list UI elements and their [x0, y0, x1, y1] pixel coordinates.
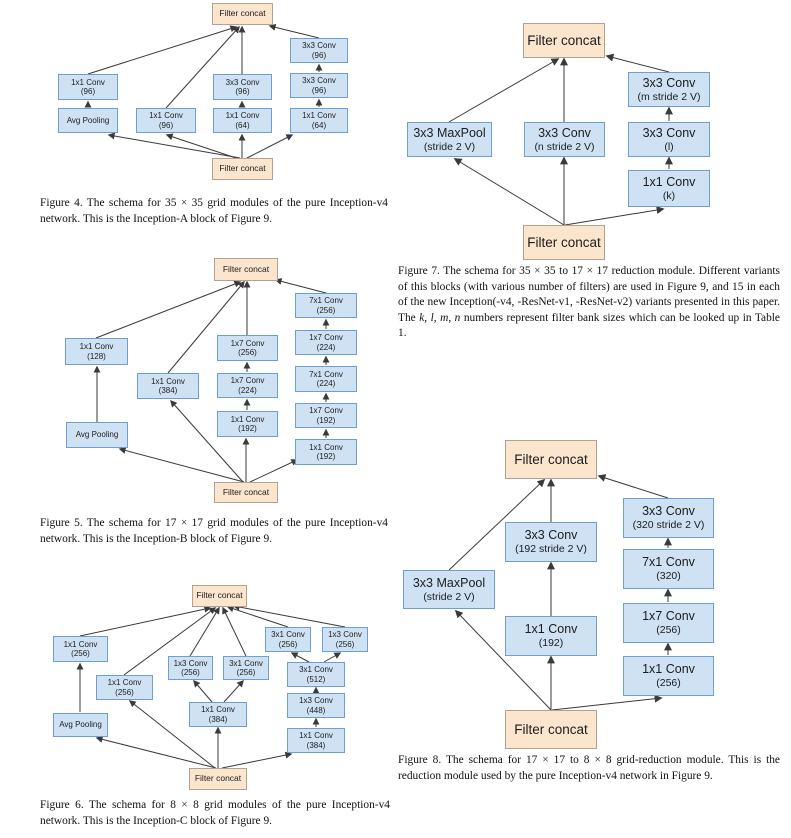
node-sublabel: (512): [306, 674, 326, 684]
fig6-branch4-conv2-node: [287, 693, 345, 718]
node-sublabel: (320): [656, 570, 681, 582]
fig6-filter-concat-top-node: [192, 585, 247, 607]
figure7-caption: [398, 264, 780, 342]
node-label: Filter concat: [196, 590, 243, 601]
node-label: 1x1 Conv: [225, 111, 260, 120]
fig5-branch4-conv2-node: [295, 403, 357, 428]
fig4-avg-pooling-node: [58, 108, 118, 133]
node-label: 7x1 Conv: [309, 369, 343, 379]
fig5-avg-pooling-node: [66, 422, 128, 448]
node-sublabel: (64): [235, 120, 250, 130]
node-sublabel: (192 stride 2 V): [515, 543, 587, 555]
node-sublabel: (448): [306, 705, 326, 715]
figure6-arrows: [40, 580, 390, 795]
fig6-branch3-right-conv-node: [223, 656, 269, 680]
node-sublabel: (96): [311, 85, 327, 95]
fig5-branch4-conv3-node: [295, 366, 357, 392]
node-label: Filter concat: [514, 722, 588, 737]
caption-text: Figure 7. The schema for 35 × 35 to 17 × 17 reduction module. Different variants of this blocks (with various number of filters) are used in Figure 9, and 15 in each of the new Inception(-v4, -ResNet-v1, -ResNet-v2) variants presented in this paper. The: [398, 265, 780, 324]
caption-sep: ,: [424, 311, 431, 324]
node-label: 3x1 Conv: [229, 658, 263, 668]
node-sublabel: (256): [238, 348, 257, 357]
node-label: 3x3 Conv: [642, 75, 696, 90]
fig6-branch4-left-conv-node: [265, 627, 311, 652]
node-label: 3x3 Conv: [642, 504, 695, 518]
node-label: 1x3 Conv: [328, 630, 362, 639]
caption-sep: ,: [433, 311, 441, 324]
node-sublabel: (192): [316, 415, 336, 425]
node-label: 1x1 Conv: [524, 622, 578, 636]
node-sublabel: (224): [238, 385, 257, 395]
fig8-branch2-conv1-node: [505, 616, 597, 656]
node-label: 1x1 Conv: [63, 639, 98, 649]
node-sublabel: (256): [316, 305, 336, 315]
node-sublabel: (l): [664, 140, 674, 153]
node-label: 3x3 Conv: [225, 77, 260, 87]
node-label: 1x1 Conv: [642, 174, 696, 189]
fig4-branch4-conv1-node: [290, 108, 348, 133]
fig8-branch3-conv1-node: [623, 656, 714, 696]
node-label: 1x1 Conv: [201, 705, 235, 714]
node-sublabel: (stride 2 V): [423, 140, 476, 153]
node-sublabel: (192): [538, 637, 564, 649]
node-sublabel: (256): [71, 649, 90, 658]
fig4-branch2-conv-node: [136, 108, 196, 133]
node-sublabel: (192): [316, 452, 336, 461]
fig6-branch4-conv1-node: [287, 728, 345, 753]
fig4-branch3-conv1-node: [213, 108, 272, 133]
node-sublabel: (224): [316, 379, 336, 388]
fig8-maxpool-node: [403, 570, 495, 609]
node-sublabel: (k): [662, 189, 676, 202]
caption-var-l: l: [430, 311, 434, 324]
node-sublabel: (96): [311, 50, 327, 60]
node-label: 1x7 Conv: [309, 333, 343, 342]
fig8-branch3-conv3-node: [623, 549, 714, 589]
fig8-filter-concat-bottom-node: [505, 710, 597, 749]
node-sublabel: (128): [87, 351, 106, 361]
node-label: 1x1 Conv: [149, 111, 183, 120]
node-label: 3x3 Conv: [524, 528, 578, 542]
figure6-diagram: [40, 580, 390, 795]
figure8-caption: Figure 8. The schema for 17 × 17 to 8 × 8 grid-reduction module. This is the reduction module used by the pure Inception-v4 network in Figure 9.: [398, 754, 780, 782]
fig6-filter-concat-bottom-node: [189, 768, 247, 790]
node-label: Filter concat: [527, 33, 601, 48]
figure4-caption: Figure 4. The schema for 35 × 35 grid modules of the pure Inception-v4 network. This is the Inception-A block of Figure 9.: [40, 197, 388, 225]
node-label: 1x7 Conv: [309, 406, 343, 415]
node-label: 1x7 Conv: [230, 338, 265, 348]
node-sublabel: (stride 2 V): [423, 590, 475, 603]
fig7-filter-concat-top-node: [523, 23, 605, 58]
fig4-branch1-conv-node: [58, 74, 118, 100]
figure5-caption: Figure 5. The schema for 17 × 17 grid modules of the pure Inception-v4 network. This is the Inception-B block of Figure 9.: [40, 517, 388, 545]
fig8-filter-concat-top-node: [505, 440, 597, 479]
node-sublabel: (96): [235, 87, 250, 96]
node-label: 1x3 Conv: [299, 696, 333, 705]
node-sublabel: (256): [656, 677, 681, 689]
node-sublabel: (320 stride 2 V): [632, 519, 705, 531]
node-label: Filter concat: [514, 452, 588, 467]
fig4-filter-concat-top-node: [212, 3, 273, 25]
fig5-branch4-conv1-node: [295, 439, 357, 465]
node-sublabel: (256): [236, 668, 256, 677]
node-label: 1x1 Conv: [302, 111, 336, 120]
node-label: Filter concat: [527, 235, 601, 250]
fig4-branch4-conv2-node: [290, 73, 348, 98]
figure6-caption: Figure 6. The schema for 8 × 8 grid modules of the pure Inception-v4 network. This is the Inception-C block of Figure 9.: [40, 799, 390, 827]
fig4-branch4-conv3-node: [290, 38, 348, 63]
node-label: Filter concat: [222, 263, 270, 274]
fig5-filter-concat-bottom-node: [214, 482, 278, 503]
node-label: 1x7 Conv: [230, 376, 265, 385]
node-label: 3x1 Conv: [299, 665, 333, 674]
node-sublabel: (256): [278, 639, 298, 649]
node-label: 3x3 Conv: [642, 125, 696, 140]
fig7-conv-n-node: [524, 122, 605, 157]
fig6-branch4-right-conv-node: [322, 627, 368, 652]
figure5-diagram: [40, 255, 390, 515]
node-sublabel: (96): [80, 87, 96, 96]
fig6-branch2-conv-node: [96, 675, 153, 700]
node-sublabel: (256): [115, 687, 134, 697]
caption-var-k: k: [419, 311, 425, 324]
fig8-branch3-conv4-node: [623, 498, 714, 538]
caption-text: numbers represent filter bank sizes which can be looked up in Table 1.: [398, 311, 780, 340]
node-label: Avg Pooling: [75, 430, 119, 440]
node-sublabel: (192): [238, 424, 257, 433]
node-sublabel: (224): [316, 342, 336, 352]
fig8-branch3-conv2-node: [623, 603, 714, 643]
node-label: 7x1 Conv: [309, 296, 343, 305]
node-label: 3x3 MaxPool: [413, 125, 486, 140]
fig5-branch3-conv3-node: [217, 335, 278, 361]
node-label: 1x1 Conv: [642, 662, 695, 676]
fig7-conv-l-node: [628, 122, 710, 157]
node-label: 1x1 Conv: [71, 77, 105, 87]
node-label: 3x3 MaxPool: [412, 575, 486, 590]
figure4-diagram: [30, 0, 390, 190]
node-sublabel: (64): [311, 120, 327, 130]
node-label: 1x1 Conv: [299, 731, 333, 740]
fig5-branch2-conv-node: [137, 373, 199, 399]
fig8-branch2-conv2-node: [505, 522, 597, 562]
node-sublabel: (384): [306, 740, 326, 750]
caption-sep: ,: [448, 311, 455, 324]
node-label: 3x1 Conv: [271, 630, 305, 639]
node-sublabel: (n stride 2 V): [534, 140, 595, 153]
fig5-branch3-conv2-node: [217, 373, 278, 398]
fig7-conv-k-node: [628, 170, 710, 207]
fig6-avg-pooling-node: [53, 713, 108, 737]
fig7-filter-concat-bottom-node: [523, 225, 605, 260]
node-label: Filter concat: [219, 8, 266, 19]
node-label: 1x1 Conv: [107, 678, 142, 687]
node-sublabel: (384): [158, 386, 178, 395]
fig4-branch3-conv2-node: [213, 74, 272, 100]
node-sublabel: (256): [181, 668, 200, 677]
node-label: 7x1 Conv: [642, 555, 695, 569]
caption-var-m: m: [440, 311, 449, 324]
node-label: 1x1 Conv: [230, 414, 265, 424]
node-sublabel: (384): [208, 714, 228, 724]
node-label: 1x3 Conv: [173, 658, 208, 668]
fig5-branch1-conv-node: [65, 338, 128, 365]
node-label: Avg Pooling: [59, 720, 102, 730]
fig5-branch4-conv4-node: [295, 330, 357, 355]
node-label: 3x3 Conv: [302, 41, 336, 50]
figure7-diagram: [395, 10, 785, 260]
fig7-conv-m-node: [628, 72, 710, 107]
fig4-filter-concat-bottom-node: [212, 158, 273, 180]
figure8-diagram: [395, 430, 785, 750]
node-sublabel: (96): [158, 120, 174, 130]
node-sublabel: (m stride 2 V): [637, 90, 701, 103]
fig6-branch1-conv-node: [53, 636, 108, 662]
fig5-branch3-conv1-node: [217, 411, 278, 437]
fig5-branch4-conv5-node: [295, 293, 357, 318]
node-label: 1x1 Conv: [79, 342, 114, 351]
fig7-maxpool-node: [407, 122, 492, 157]
node-label: Avg Pooling: [66, 115, 110, 125]
node-label: 3x3 Conv: [302, 76, 336, 85]
node-label: 3x3 Conv: [538, 125, 591, 140]
fig5-filter-concat-top-node: [214, 258, 278, 281]
caption-var-n: n: [454, 311, 461, 324]
node-sublabel: (256): [335, 639, 355, 649]
node-label: 1x7 Conv: [642, 609, 695, 623]
fig6-branch3-conv1-node: [189, 702, 247, 727]
node-label: 1x1 Conv: [309, 442, 343, 452]
fig6-branch3-left-conv-node: [168, 656, 213, 680]
node-label: Filter concat: [219, 163, 266, 174]
node-label: 1x1 Conv: [151, 376, 185, 386]
node-label: Filter concat: [194, 773, 242, 784]
node-label: Filter concat: [222, 486, 270, 497]
node-sublabel: (256): [656, 624, 681, 636]
fig6-branch4-conv3-node: [287, 662, 345, 687]
